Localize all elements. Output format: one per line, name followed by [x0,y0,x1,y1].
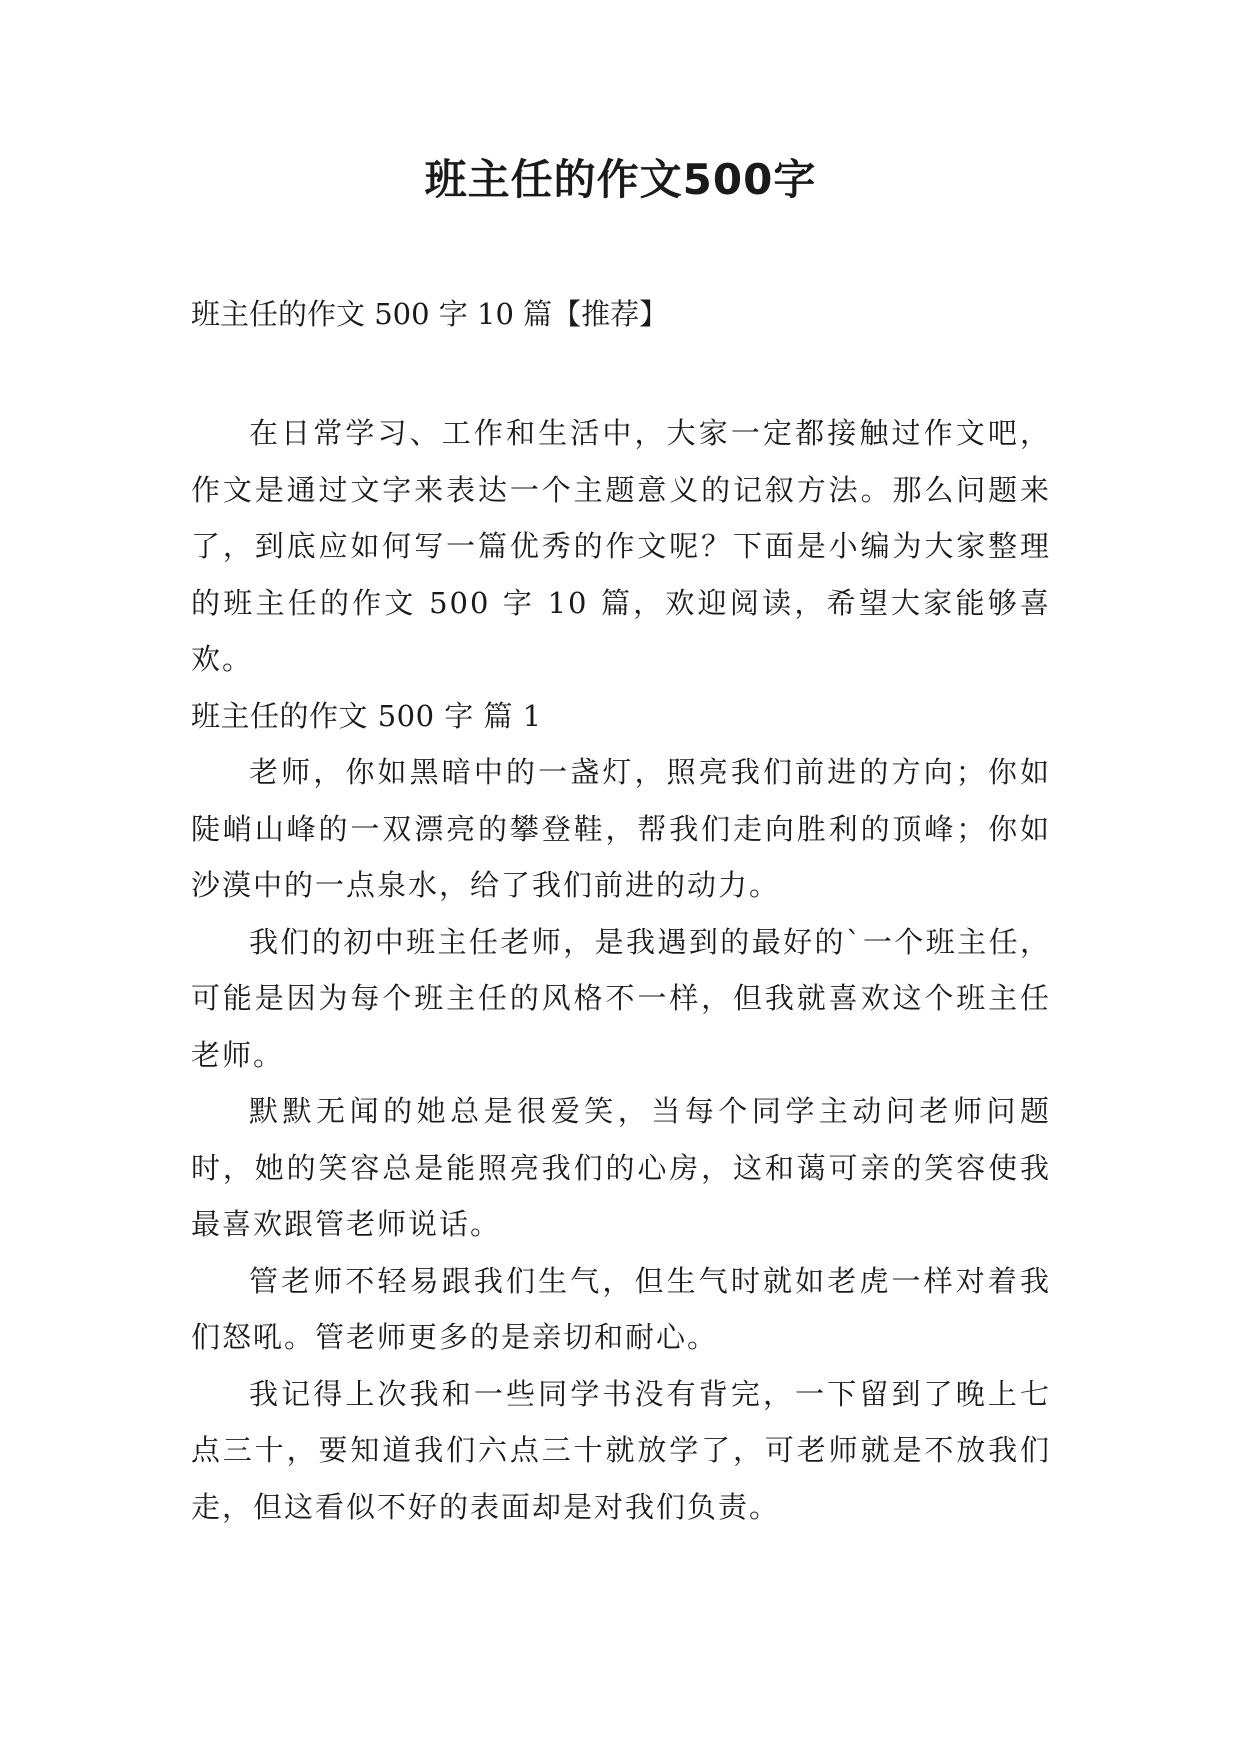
document-subtitle: 班主任的作文 500 字 10 篇【推荐】 [191,297,669,331]
section-heading: 班主任的作文 500 字 篇 1 [191,698,542,733]
intro-paragraph: 在日常学习、工作和生活中，大家一定都接触过作文吧，作文是通过文字来表达一个主题意义的记叙方法。那么问题来了，到底应如何写一篇优秀的作文呢？下面是小编为大家整理的班主任的作文 500 字 10 篇，欢迎阅读，希望大家能够喜欢。 [191,416,1051,676]
body-paragraph: 我记得上次我和一些同学书没有背完，一下留到了晚上七点三十，要知道我们六点三十就放学了，可老师就是不放我们走，但这看似不好的表面却是对我们负责。 [191,1376,1051,1524]
body-paragraph: 管老师不轻易跟我们生气，但生气时就如老虎一样对着我们怒吼。管老师更多的是亲切和耐心。 [191,1263,1051,1354]
body-paragraph: 我们的初中班主任老师，是我遇到的最好的`一个班主任，可能是因为每个班主任的风格不一样，但我就喜欢这个班主任老师。 [191,924,1051,1072]
document-body [191,405,1051,1535]
body-paragraph: 老师，你如黑暗中的一盏灯，照亮我们前进的方向；你如陡峭山峰的一双漂亮的攀登鞋，帮我们走向胜利的顶峰；你如沙漠中的一点泉水，给了我们前进的动力。 [191,755,1051,902]
document-title: 班主任的作文500字 [424,155,817,204]
body-paragraph: 默默无闻的她总是很爱笑，当每个同学主动问老师问题时，她的笑容总是能照亮我们的心房，这和蔼可亲的笑容使我最喜欢跟管老师说话。 [191,1094,1051,1241]
